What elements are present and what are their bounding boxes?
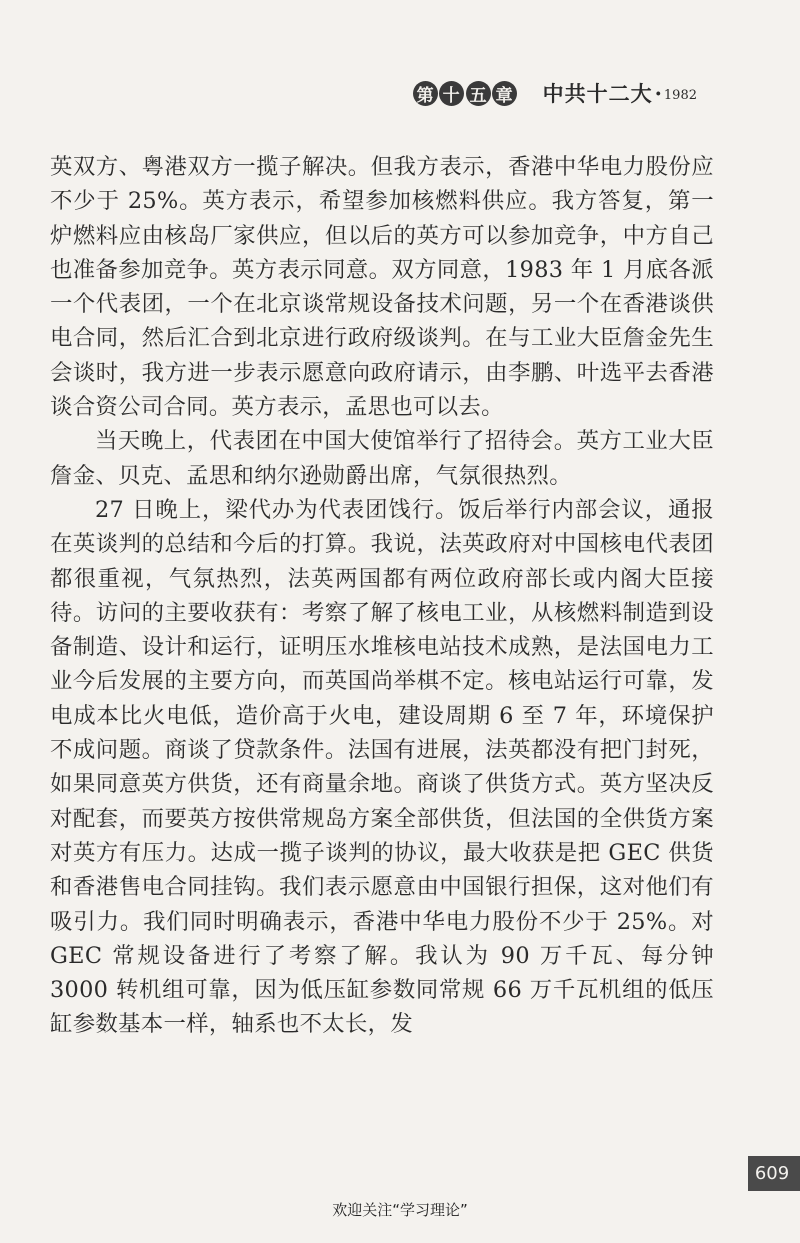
header-year: 1982 [663, 87, 697, 103]
header-separator: · [654, 80, 662, 106]
page-number: 609 [744, 1156, 800, 1191]
chapter-char: 五 [466, 81, 491, 106]
running-header [413, 78, 697, 108]
paragraph: 英双方、粤港双方一揽子解决。但我方表示，香港中华电力股份应不少于 25%。英方表示，希望参加核燃料供应。我方答复，第一炉燃料应由核岛厂家供应，但以后的英方可以参加竞争，中方自己也准备参加竞争。英方表示同意。双方同意，1983 年 1 月底各派一个代表团，一个在北京谈常规设备技术问题，另一个在香港谈供电合同，然后汇合到北京进行政府级谈判。在与工业大臣詹金先生会谈时，我方进一步表示愿意向政府请示，由李鹏、叶选平去香港谈合资公司合同。英方表示，孟思也可以去。 [50, 154, 714, 421]
section-title: 中共十二大 [542, 81, 653, 106]
paragraph: 27 日晚上，梁代办为代表团饯行。饭后举行内部会议，通报在英谈判的总结和今后的打算。我说，法英政府对中国核电代表团都很重视，气氛热烈，法英两国都有两位政府部长或内阁大臣接待。访问的主要收获有：考察了解了核电工业，从核燃料制造到设备制造、设计和运行，证明压水堆核电站技术成熟，是法国电力工业今后发展的主要方向，而英国尚举棋不定。核电站运行可靠，发电成本比火电低，造价高于火电，建设周期 6 至 7 年，环境保护不成问题。商谈了贷款条件。法国有进展，法英都没有把门封死，如果同意英方供货，还有商量余地。商谈了供货方式。英方坚决反对配套，而要英方按供常规岛方案全部供货，但法国的全供货方案对英方有压力。达成一揽子谈判的协议，最大收获是把 GEC 供货和香港售电合同挂钩。我们表示愿意由中国银行担保，这对他们有吸引力。我们同时明确表示，香港中华电力股份不少于 25%。对 GEC 常规设备进行了考察了解。我认为 90 万千瓦、每分钟 3000 转机组可靠，因为低压缸参数同常规 66 万千瓦机组的低压缸参数基本一样，轴系也不太长，发 [50, 496, 714, 1038]
chapter-char: 章 [492, 81, 517, 106]
chapter-label [413, 81, 517, 106]
paragraph: 当天晚上，代表团在中国大使馆举行了招待会。英方工业大臣詹金、贝克、孟思和纳尔逊勋爵出席，气氛很热烈。 [50, 428, 714, 489]
page-body [50, 150, 714, 1042]
footer-note: 欢迎关注“学习理论” [332, 1201, 468, 1219]
chapter-char: 十 [439, 81, 464, 106]
chapter-char: 第 [413, 81, 438, 106]
